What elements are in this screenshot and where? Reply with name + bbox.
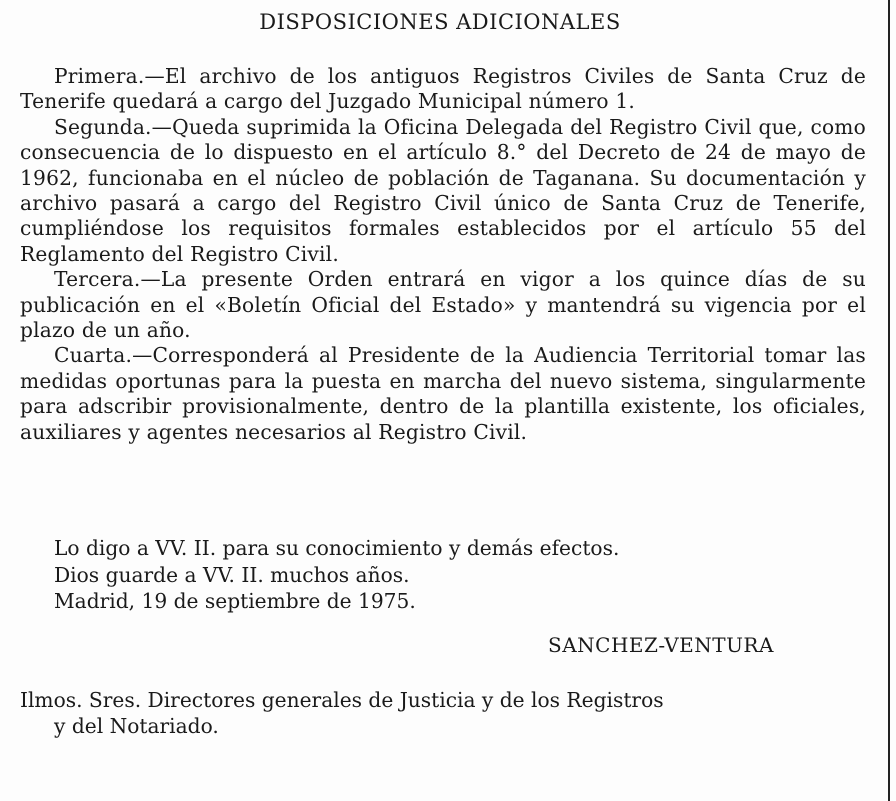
provision-cuarta: Cuarta.—Corresponderá al Presidente de la Audiencia Territorial tomar las medidas oportunas para la puesta en marcha del nuevo sistema, singularmente para adscribir provisionalmente, dentro de la plantilla existente, los oficiales, auxiliares y agentes necesarios al Registro Civil.: [20, 343, 866, 444]
closing-block: [54, 535, 854, 615]
addressee-line-1: Ilmos. Sres. Directores generales de Justicia y de los Registros: [20, 688, 664, 712]
closing-line-date: Madrid, 19 de septiembre de 1975.: [54, 589, 416, 613]
provision-segunda: Segunda.—Queda suprimida la Oficina Delegada del Registro Civil que, como consecuencia de lo dispuesto en el artículo 8.° del Decreto de 24 de mayo de 1962, funcionaba en el núcleo de población de Taganana. Su documentación y archivo pasará a cargo del Registro Civil único de Santa Cruz de Tenerife, cumpliéndose los requisitos formales establecidos por el artículo 55 del Reglamento del Registro Civil.: [20, 114, 866, 266]
closing-line-dios-guarde: Dios guarde a VV. II. muchos años.: [54, 562, 410, 587]
provision-primera: Primera.—El archivo de los antiguos Registros Civiles de Santa Cruz de Tenerife quedará a cargo del Juzgado Municipal número 1.: [20, 64, 866, 114]
page-edge-rule: [888, 0, 890, 801]
provision-tercera: Tercera.—La presente Orden entrará en vigor a los quince días de su publicación en el «Boletín Oficial del Estado» y mantendrá su vigencia por el plazo de un año.: [20, 267, 866, 343]
signature: SANCHEZ-VENTURA: [548, 633, 774, 657]
addressee-line-2: y del Notariado.: [54, 714, 219, 738]
provisions-body: [20, 64, 866, 445]
closing-line-conocimiento: Lo digo a VV. II. para su conocimiento y demás efectos.: [54, 536, 620, 560]
addressee-block: [20, 687, 866, 739]
section-heading: DISPOSICIONES ADICIONALES: [259, 10, 621, 34]
